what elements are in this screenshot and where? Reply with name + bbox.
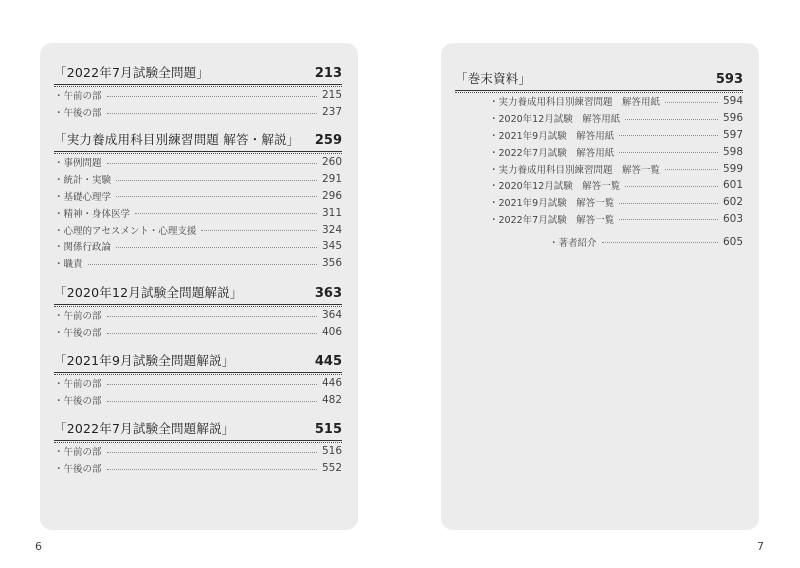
item-label: ・午前の部 xyxy=(54,91,102,103)
toc-section xyxy=(54,59,342,121)
toc-item[interactable] xyxy=(489,194,743,211)
dot-leader xyxy=(619,219,718,220)
dot-leader xyxy=(665,102,718,103)
item-label: ・午後の部 xyxy=(54,396,102,408)
item-page: 601 xyxy=(722,179,743,192)
toc-item[interactable] xyxy=(54,460,342,477)
section-page: 363 xyxy=(314,286,342,301)
item-page: 311 xyxy=(321,206,342,219)
item-label: ・午前の部 xyxy=(54,311,102,323)
toc-section xyxy=(54,279,342,341)
toc-item[interactable] xyxy=(489,160,743,177)
dot-leader xyxy=(107,96,317,97)
toc-section-header[interactable] xyxy=(54,347,342,369)
dot-leader xyxy=(619,152,718,153)
dot-leader xyxy=(107,384,317,385)
toc-section xyxy=(54,347,342,409)
toc-item[interactable] xyxy=(489,110,743,127)
dot-leader xyxy=(619,135,718,136)
toc-item[interactable] xyxy=(54,171,342,188)
section-title: 「2021年9月試験全問題解説」 xyxy=(54,353,235,368)
item-label: ・心理的アセスメント・心理支援 xyxy=(54,225,197,237)
item-label: ・精神・身体医学 xyxy=(54,208,131,220)
toc-item[interactable] xyxy=(489,211,743,228)
toc-item[interactable] xyxy=(489,127,743,144)
dot-leader xyxy=(107,316,317,317)
section-page: 259 xyxy=(314,133,342,148)
toc-item[interactable] xyxy=(489,93,743,110)
toc-item[interactable] xyxy=(54,188,342,205)
dot-leader xyxy=(665,169,718,170)
item-label: ・実力養成用科目別練習問題 解答用紙 xyxy=(489,97,661,109)
toc-section xyxy=(54,126,342,272)
item-page: 291 xyxy=(321,173,342,186)
item-label: ・関係行政論 xyxy=(54,242,112,254)
item-label: ・午後の部 xyxy=(54,108,102,120)
item-page: 406 xyxy=(321,326,342,339)
item-page: 324 xyxy=(321,223,342,236)
toc-item-author[interactable] xyxy=(549,233,743,250)
item-page: 446 xyxy=(321,377,342,390)
toc-item[interactable] xyxy=(54,324,342,341)
page-number-left: 6 xyxy=(35,540,42,553)
toc-item[interactable] xyxy=(54,307,342,324)
dot-leader xyxy=(107,469,317,470)
toc-section-header[interactable] xyxy=(54,126,342,148)
item-label: ・2021年9月試験 解答用紙 xyxy=(489,130,615,142)
item-label: ・基礎心理学 xyxy=(54,191,112,203)
dot-leader xyxy=(625,119,718,120)
toc-item[interactable] xyxy=(54,154,342,171)
item-page: 602 xyxy=(722,196,743,209)
toc-item[interactable] xyxy=(489,143,743,160)
toc-item[interactable] xyxy=(54,255,342,272)
section-page: 445 xyxy=(314,354,342,369)
dot-leader xyxy=(602,242,718,243)
item-label: ・午後の部 xyxy=(54,328,102,340)
dot-leader xyxy=(107,113,317,114)
item-label: ・実力養成用科目別練習問題 解答一覧 xyxy=(489,164,661,176)
toc-extra xyxy=(455,233,743,250)
item-label: ・2022年7月試験 解答用紙 xyxy=(489,147,615,159)
item-page: 596 xyxy=(722,112,743,125)
toc-section-header[interactable] xyxy=(54,59,342,81)
item-page: 597 xyxy=(722,128,743,141)
item-page: 482 xyxy=(321,394,342,407)
dot-leader xyxy=(116,196,317,197)
section-page: 515 xyxy=(314,422,342,437)
dot-leader xyxy=(107,452,317,453)
item-page: 552 xyxy=(321,462,342,475)
toc-item[interactable] xyxy=(54,87,342,104)
item-page: 594 xyxy=(722,95,743,108)
toc-right-page xyxy=(441,43,759,530)
item-label: ・2022年7月試験 解答一覧 xyxy=(489,214,615,226)
toc-section xyxy=(54,415,342,477)
dot-leader xyxy=(116,180,317,181)
section-title: 「2020年12月試験全問題解説」 xyxy=(54,285,243,300)
item-label: ・午後の部 xyxy=(54,464,102,476)
item-page: 603 xyxy=(722,212,743,225)
section-title: 「実力養成用科目別練習問題 解答・解説」 xyxy=(54,132,300,147)
page-number-right: 7 xyxy=(757,540,764,553)
dot-leader xyxy=(107,333,317,334)
dot-leader xyxy=(619,203,718,204)
dot-leader xyxy=(625,186,718,187)
section-title: 「2022年7月試験全問題解説」 xyxy=(54,421,235,436)
item-page: 296 xyxy=(321,189,342,202)
dot-leader xyxy=(135,213,317,214)
item-page: 516 xyxy=(321,445,342,458)
item-page: 605 xyxy=(722,235,743,248)
toc-section-header[interactable] xyxy=(455,65,743,87)
item-page: 345 xyxy=(321,240,342,253)
toc-item[interactable] xyxy=(54,238,342,255)
item-label: ・著者紹介 xyxy=(549,237,597,249)
section-title: 「2022年7月試験全問題」 xyxy=(54,65,210,80)
toc-item[interactable] xyxy=(54,221,342,238)
item-page: 364 xyxy=(321,309,342,322)
item-label: ・2021年9月試験 解答一覧 xyxy=(489,198,615,210)
item-label: ・午前の部 xyxy=(54,447,102,459)
item-page: 598 xyxy=(722,145,743,158)
toc-section-header[interactable] xyxy=(54,279,342,301)
item-label: ・2020年12月試験 解答用紙 xyxy=(489,114,621,126)
toc-item[interactable] xyxy=(54,443,342,460)
toc-section-header[interactable] xyxy=(54,415,342,437)
item-page: 215 xyxy=(321,89,342,102)
toc-item[interactable] xyxy=(54,375,342,392)
toc-left-page xyxy=(40,43,358,530)
dot-leader xyxy=(88,264,317,265)
dot-leader xyxy=(116,247,317,248)
toc-section xyxy=(455,65,743,250)
item-page: 260 xyxy=(321,156,342,169)
item-label: ・統計・実験 xyxy=(54,175,112,187)
item-label: ・2020年12月試験 解答一覧 xyxy=(489,181,621,193)
item-label: ・職責 xyxy=(54,259,83,271)
toc-item[interactable] xyxy=(489,177,743,194)
section-title: 「巻末資料」 xyxy=(455,71,532,86)
item-label: ・午前の部 xyxy=(54,379,102,391)
section-page: 593 xyxy=(715,72,743,87)
toc-item[interactable] xyxy=(54,392,342,409)
item-label: ・事例問題 xyxy=(54,158,102,170)
toc-item-list xyxy=(455,93,743,227)
item-page: 237 xyxy=(321,106,342,119)
dot-leader xyxy=(201,230,317,231)
dot-leader xyxy=(107,401,317,402)
toc-item[interactable] xyxy=(54,104,342,121)
dot-leader xyxy=(107,163,317,164)
item-page: 599 xyxy=(722,162,743,175)
toc-item[interactable] xyxy=(54,204,342,221)
section-page: 213 xyxy=(314,66,342,81)
item-page: 356 xyxy=(321,257,342,270)
